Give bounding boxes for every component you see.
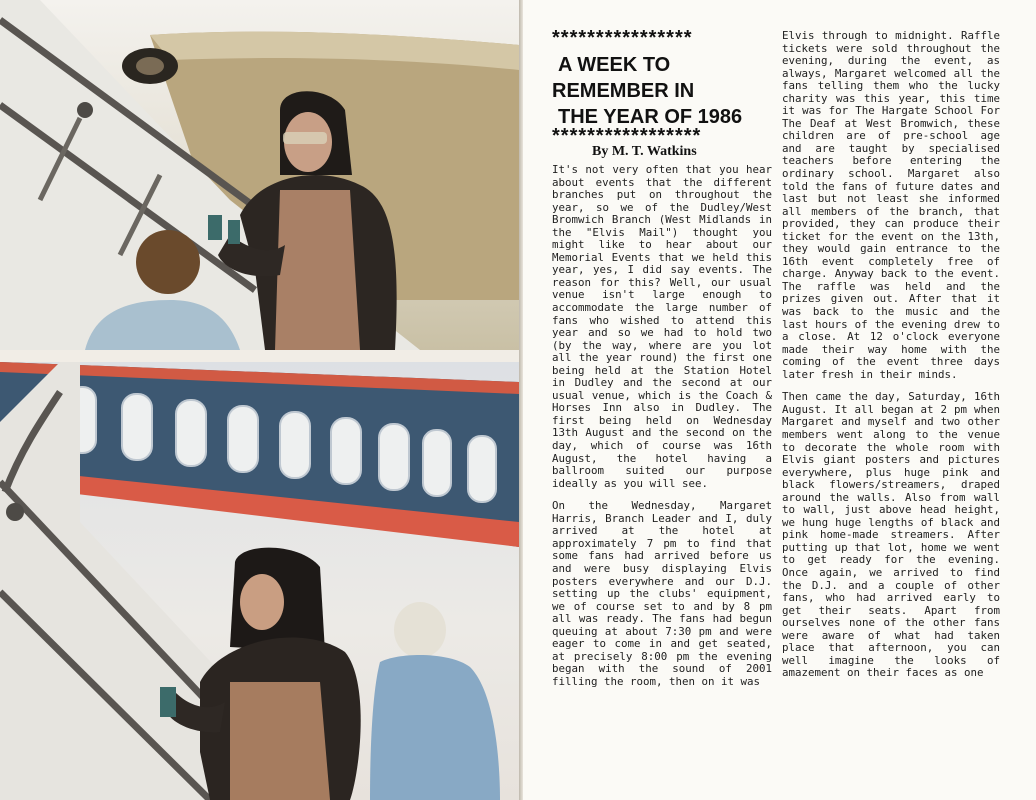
article-column-1 <box>552 30 772 688</box>
stars-divider-top: **************** <box>552 30 693 46</box>
article-paragraph: Elvis through to midnight. Raffle tickets were sold throughout the evening, during the event, as always, Margaret welcomed all the fans telling them who the lucky charity was this year, this time it was for The Hargate School For The Deaf at West Bromwich, these children are of pre-school age and are taught by specialised teachers before entering the ordinary school. Margaret also told the fans of future dates and last but not least she informed all members of the branch, that provided, they can produce their ticket for the event on the 13th, they would gain entrance to the 16th event completely free of charge. Anyway back to the event. The raffle was held and the prizes given out. After that it was back to the music and the last hours of the evening drew to a close. At 12 o'clock everyone made their way home with the coming of the event three days later fresh in their minds. <box>782 29 1000 381</box>
article-byline: By M. T. Watkins <box>592 144 697 159</box>
article-paragraph: On the Wednesday, Margaret Harris, Branch Leader and I, duly arrived at the hotel at approximately 7 pm to find that some fans had arrived before us and were busy displaying Elvis posters everywhere and our D.J. setting up the clubs' equipment, we of course set to and by 8 pm all was ready. The fans had begun queuing at about 7:30 pm and were eager to come in and get seated, at precisely 8:00 pm the evening began with the sound of 2001 filling the room, then on it was <box>552 499 772 688</box>
stars-divider-bottom: ***************** <box>552 128 702 144</box>
headline-line-1: A WEEK TO <box>558 54 671 76</box>
headline-line-3: THE YEAR OF 1986 <box>558 106 743 128</box>
article-headline <box>552 52 772 130</box>
article-paragraph: It's not very often that you hear about events that the different branches put on throughout the year, so we of the Dudley/West Bromwich Branch (West Midlands in the "Elvis Mail") thought you might like to hear about our Memorial Events that we held this year, yes, I did say events. The reason for this? Well, our usual venue isn't large enough to accommodate the large number of fans who wished to attend this year and so we had to hold two (by the way, where are you lot all the year round) the first one being held at the Station Hotel in Dudley and the second at our usual venue, which is the Coach & Horses Inn also in Dudley. The first being held on Wednesday 13th August and the second on the day, which of course was 16th August, the hotel having a ballroom suited our purpose ideally as you will see. <box>552 163 772 490</box>
headline-line-2: REMEMBER IN <box>552 80 695 102</box>
photo-top <box>0 0 519 350</box>
article-paragraph: Then came the day, Saturday, 16th August. It all began at 2 pm when Margaret and myself and two other members went along to the venue to decorate the whole room with Elvis giant posters and pictures everywhere, plus huge pink and black flowers/streamers, draped around the walls. Also from wall to wall, just above head height, we hung huge lengths of black and pink home-made streamers. After putting up that lot, home we went to get ready for the evening. Once again, we arrived to find the D.J. and a couple of other fans, who had arrived early to get their seats. Apart from ourselves none of the other fans were aware of what had taken place that afternoon, you can well imagine the looks of amazement on their faces as one <box>782 390 1000 680</box>
photo-bottom <box>0 362 519 800</box>
article-column-2 <box>782 30 1000 680</box>
